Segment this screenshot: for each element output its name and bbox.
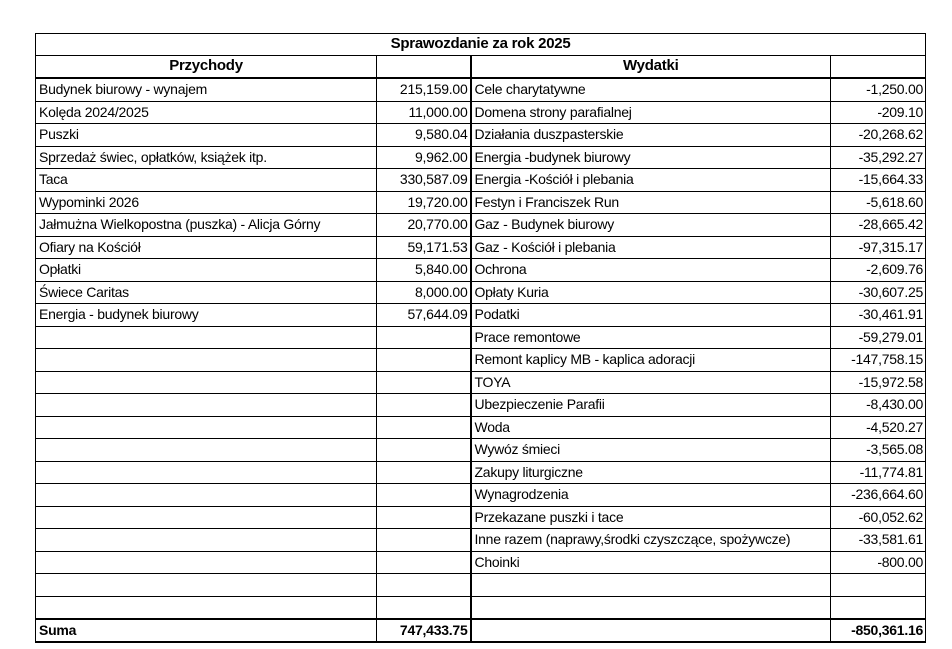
expense-label: Podatki bbox=[471, 304, 831, 327]
income-amount: 57,644.09 bbox=[377, 304, 471, 327]
income-amount: 59,171.53 bbox=[377, 236, 471, 259]
income-amount bbox=[377, 461, 471, 484]
income-label bbox=[36, 439, 377, 462]
income-label: Kolęda 2024/2025 bbox=[36, 101, 377, 124]
income-label bbox=[36, 506, 377, 529]
expense-section-header: Wydatki bbox=[471, 56, 831, 79]
expense-label: Remont kaplicy MB - kaplica adoracji bbox=[471, 349, 831, 372]
income-amount bbox=[377, 596, 471, 619]
expense-label: Ubezpieczenie Parafii bbox=[471, 394, 831, 417]
expense-amount: -59,279.01 bbox=[831, 326, 926, 349]
table-row bbox=[36, 349, 926, 372]
income-amount: 215,159.00 bbox=[377, 78, 471, 101]
table-row bbox=[36, 259, 926, 282]
income-label: Puszki bbox=[36, 124, 377, 147]
expense-amount: -5,618.60 bbox=[831, 191, 926, 214]
expense-label: Cele charytatywne bbox=[471, 78, 831, 101]
expense-amount: -15,664.33 bbox=[831, 169, 926, 192]
expense-amount-header-cell bbox=[831, 56, 926, 79]
income-amount: 5,840.00 bbox=[377, 259, 471, 282]
expense-amount bbox=[831, 596, 926, 619]
income-label bbox=[36, 416, 377, 439]
table-row bbox=[36, 124, 926, 147]
expense-label: Inne razem (naprawy,środki czyszczące, spożywcze) bbox=[471, 529, 831, 552]
table-row bbox=[36, 304, 926, 327]
expense-amount: -35,292.27 bbox=[831, 146, 926, 169]
expense-amount: -2,609.76 bbox=[831, 259, 926, 282]
table-row bbox=[36, 146, 926, 169]
income-label bbox=[36, 596, 377, 619]
expense-amount: -33,581.61 bbox=[831, 529, 926, 552]
table-row bbox=[36, 78, 926, 101]
income-label: Taca bbox=[36, 169, 377, 192]
table-row bbox=[36, 101, 926, 124]
expense-amount: -8,430.00 bbox=[831, 394, 926, 417]
expense-amount: -60,052.62 bbox=[831, 506, 926, 529]
expense-amount: -15,972.58 bbox=[831, 371, 926, 394]
income-amount bbox=[377, 371, 471, 394]
report-body bbox=[36, 78, 926, 619]
table-row bbox=[36, 191, 926, 214]
expense-amount: -97,315.17 bbox=[831, 236, 926, 259]
expense-label: Gaz - Kościół i plebania bbox=[471, 236, 831, 259]
table-row bbox=[36, 236, 926, 259]
expense-amount: -30,607.25 bbox=[831, 281, 926, 304]
expense-amount: -209.10 bbox=[831, 101, 926, 124]
expense-amount: -11,774.81 bbox=[831, 461, 926, 484]
income-label bbox=[36, 371, 377, 394]
expense-label bbox=[471, 574, 831, 597]
expense-amount: -28,665.42 bbox=[831, 214, 926, 237]
summary-empty-cell bbox=[471, 619, 831, 642]
column-header-row bbox=[36, 56, 926, 79]
expense-amount: -4,520.27 bbox=[831, 416, 926, 439]
expense-amount: -236,664.60 bbox=[831, 484, 926, 507]
expense-amount: -147,758.15 bbox=[831, 349, 926, 372]
expense-label: Energia -Kościół i plebania bbox=[471, 169, 831, 192]
expense-label: Gaz - Budynek biurowy bbox=[471, 214, 831, 237]
table-row bbox=[36, 394, 926, 417]
annual-report-table bbox=[35, 33, 926, 643]
expense-label: Choinki bbox=[471, 551, 831, 574]
expense-label bbox=[471, 596, 831, 619]
income-amount-header-cell bbox=[377, 56, 471, 79]
income-label: Opłatki bbox=[36, 259, 377, 282]
income-amount bbox=[377, 439, 471, 462]
income-amount: 20,770.00 bbox=[377, 214, 471, 237]
income-label: Sprzedaż świec, opłatków, książek itp. bbox=[36, 146, 377, 169]
income-label bbox=[36, 461, 377, 484]
table-row bbox=[36, 574, 926, 597]
income-label: Budynek biurowy - wynajem bbox=[36, 78, 377, 101]
table-row bbox=[36, 169, 926, 192]
expense-label: Opłaty Kuria bbox=[471, 281, 831, 304]
income-label: Ofiary na Kościół bbox=[36, 236, 377, 259]
income-amount: 9,962.00 bbox=[377, 146, 471, 169]
income-label: Energia - budynek biurowy bbox=[36, 304, 377, 327]
income-label: Wypominki 2026 bbox=[36, 191, 377, 214]
expense-amount: -3,565.08 bbox=[831, 439, 926, 462]
table-row bbox=[36, 214, 926, 237]
expense-total: -850,361.16 bbox=[831, 619, 926, 642]
expense-amount: -1,250.00 bbox=[831, 78, 926, 101]
income-amount bbox=[377, 551, 471, 574]
income-label bbox=[36, 326, 377, 349]
income-section-header: Przychody bbox=[36, 56, 377, 79]
expense-amount: -20,268.62 bbox=[831, 124, 926, 147]
table-row bbox=[36, 281, 926, 304]
income-label bbox=[36, 551, 377, 574]
title-row bbox=[36, 34, 926, 56]
table-row bbox=[36, 506, 926, 529]
income-label bbox=[36, 529, 377, 552]
table-row bbox=[36, 551, 926, 574]
expense-label: Zakupy liturgiczne bbox=[471, 461, 831, 484]
summary-row bbox=[36, 619, 926, 642]
income-amount bbox=[377, 529, 471, 552]
income-amount bbox=[377, 394, 471, 417]
expense-label: TOYA bbox=[471, 371, 831, 394]
income-amount: 8,000.00 bbox=[377, 281, 471, 304]
expense-label: Przekazane puszki i tace bbox=[471, 506, 831, 529]
income-amount bbox=[377, 506, 471, 529]
income-amount: 330,587.09 bbox=[377, 169, 471, 192]
income-amount bbox=[377, 416, 471, 439]
income-amount bbox=[377, 484, 471, 507]
table-row bbox=[36, 461, 926, 484]
expense-label: Wynagrodzenia bbox=[471, 484, 831, 507]
expense-amount: -800.00 bbox=[831, 551, 926, 574]
table-row bbox=[36, 439, 926, 462]
expense-label: Energia -budynek biurowy bbox=[471, 146, 831, 169]
income-amount bbox=[377, 574, 471, 597]
income-amount: 19,720.00 bbox=[377, 191, 471, 214]
income-label bbox=[36, 394, 377, 417]
expense-label: Festyn i Franciszek Run bbox=[471, 191, 831, 214]
table-row bbox=[36, 484, 926, 507]
expense-amount: -30,461.91 bbox=[831, 304, 926, 327]
expense-label: Ochrona bbox=[471, 259, 831, 282]
table-row bbox=[36, 596, 926, 619]
income-amount: 9,580.04 bbox=[377, 124, 471, 147]
income-label bbox=[36, 574, 377, 597]
expense-label: Działania duszpasterskie bbox=[471, 124, 831, 147]
table-row bbox=[36, 529, 926, 552]
income-label: Świece Caritas bbox=[36, 281, 377, 304]
expense-label: Prace remontowe bbox=[471, 326, 831, 349]
report-title: Sprawozdanie za rok 2025 bbox=[36, 34, 926, 56]
income-amount bbox=[377, 326, 471, 349]
expense-label: Domena strony parafialnej bbox=[471, 101, 831, 124]
income-amount bbox=[377, 349, 471, 372]
table-row bbox=[36, 326, 926, 349]
income-label bbox=[36, 349, 377, 372]
table-row bbox=[36, 371, 926, 394]
income-total: 747,433.75 bbox=[377, 619, 471, 642]
expense-amount bbox=[831, 574, 926, 597]
table-row bbox=[36, 416, 926, 439]
expense-label: Wywóz śmieci bbox=[471, 439, 831, 462]
expense-label: Woda bbox=[471, 416, 831, 439]
income-label: Jałmużna Wielkopostna (puszka) - Alicja Górny bbox=[36, 214, 377, 237]
income-amount: 11,000.00 bbox=[377, 101, 471, 124]
income-label bbox=[36, 484, 377, 507]
summary-label: Suma bbox=[36, 619, 377, 642]
